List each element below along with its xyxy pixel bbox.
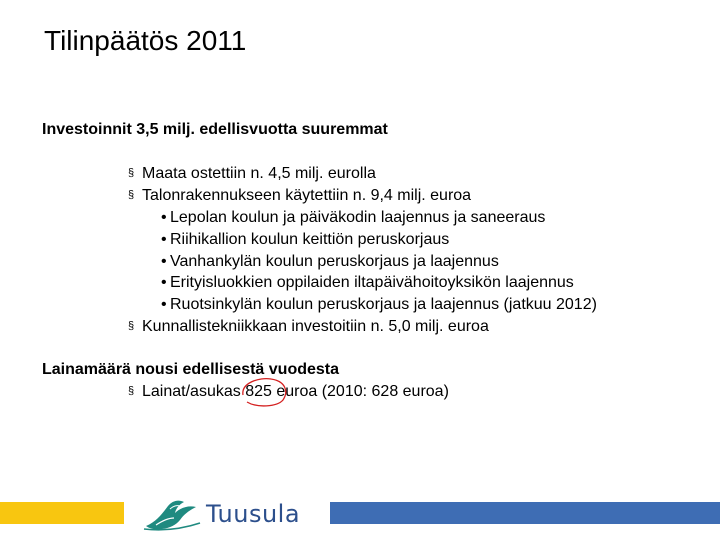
sub-list-item-text: Lepolan koulun ja päiväkodin laajennus ja saneeraus (170, 209, 546, 226)
loans-text-prefix: Lainat/asukas (142, 383, 246, 400)
slide-title: Tilinpäätös 2011 (44, 25, 247, 56)
dot-bullet-icon: • (161, 274, 167, 291)
logo-text: Tuusula (206, 500, 301, 528)
dot-bullet-icon: • (161, 296, 167, 313)
sub-list-item (161, 295, 597, 314)
loans-heading: Lainamäärä nousi edellisestä vuodesta (42, 361, 340, 378)
sub-list-item-text: Erityisluokkien oppilaiden iltapäivähoitoyksikön laajennus (170, 274, 574, 291)
tuusula-logo (142, 494, 300, 534)
bullet-marker-icon: § (128, 320, 135, 332)
list-item-text: Talonrakennukseen käytettiin n. 9,4 milj. euroa (142, 187, 472, 204)
tuusula-bird-icon (142, 496, 204, 532)
dot-bullet-icon: • (161, 231, 167, 248)
list-item-infrastructure (128, 317, 489, 336)
sub-list-item-text: Vanhankylän koulun peruskorjaus ja laajennus (170, 253, 499, 270)
dot-bullet-icon: • (161, 253, 167, 270)
list-item-buildings (128, 186, 471, 205)
sub-list-item (161, 230, 449, 249)
sub-list-item-text: Riihikallion koulun keittiön peruskorjaus (170, 231, 450, 248)
sub-list-item (161, 252, 499, 271)
investments-heading: Investoinnit 3,5 milj. edellisvuotta suuremmat (42, 121, 388, 138)
footer-yellow-band (0, 502, 124, 524)
bullet-marker-icon: § (128, 385, 135, 397)
sub-list-item (161, 273, 574, 292)
loans-per-resident-value: 825 (245, 383, 272, 400)
list-item-land (128, 164, 376, 183)
loans-text-suffix: euroa (2010: 628 euroa) (271, 383, 449, 400)
sub-list-item-text: Ruotsinkylän koulun peruskorjaus ja laajennus (jatkuu 2012) (170, 296, 597, 313)
list-item-loans (128, 382, 449, 401)
dot-bullet-icon: • (161, 209, 167, 226)
bullet-marker-icon: § (128, 189, 135, 201)
bullet-marker-icon: § (128, 167, 135, 179)
list-item-text: Maata ostettiin n. 4,5 milj. eurolla (142, 165, 376, 182)
list-item-text: Kunnallistekniikkaan investoitiin n. 5,0 milj. euroa (142, 318, 489, 335)
footer-blue-band (330, 502, 720, 524)
highlighted-value (245, 382, 272, 401)
sub-list-item (161, 208, 545, 227)
